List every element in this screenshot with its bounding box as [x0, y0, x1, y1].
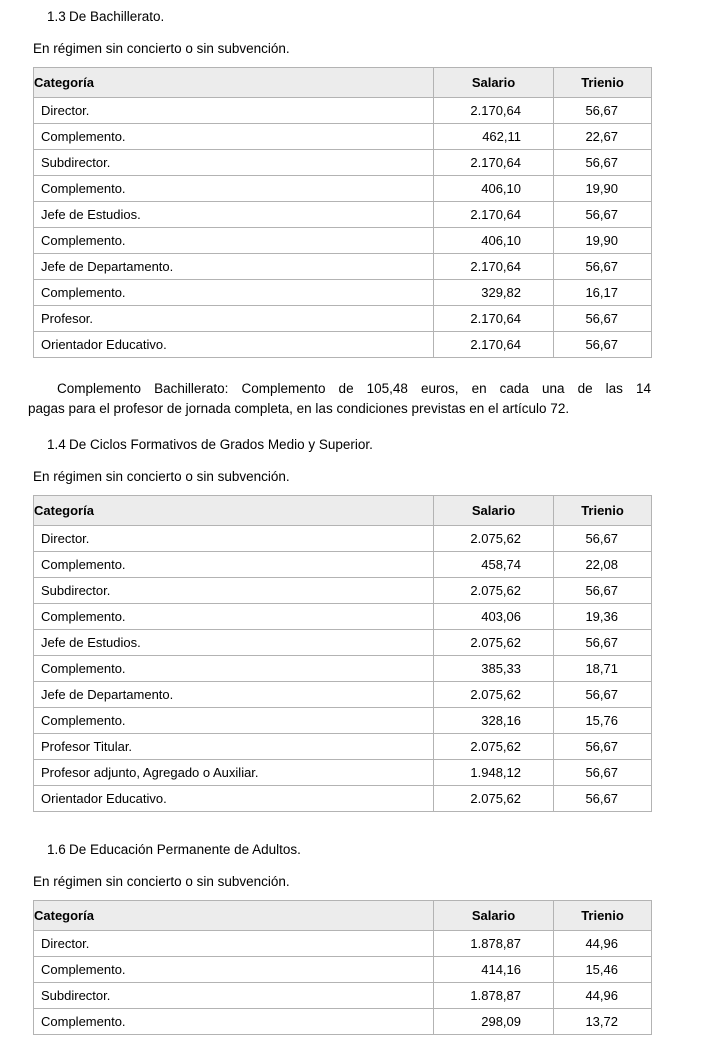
table-header-row: [34, 901, 652, 931]
table-cell: 22,67: [554, 124, 652, 150]
table-cell: Complemento.: [34, 176, 434, 202]
table-row: [34, 682, 652, 708]
column-header: Salario: [434, 496, 554, 526]
table-cell: 385,33: [434, 656, 554, 682]
table-row: [34, 306, 652, 332]
heading-number: 1.3: [47, 9, 66, 24]
table-cell: Director.: [34, 98, 434, 124]
column-header: Trienio: [554, 68, 652, 98]
table-row: [34, 202, 652, 228]
note-line: pagas para el profesor de jornada completa, en las condiciones previstas en el artículo 72.: [28, 401, 570, 416]
table-row: [34, 630, 652, 656]
table-cell: 15,76: [554, 708, 652, 734]
table-cell: 2.075,62: [434, 526, 554, 552]
table-cell: 462,11: [434, 124, 554, 150]
table-cell: 2.170,64: [434, 98, 554, 124]
table-cell: 44,96: [554, 931, 652, 957]
table-row: [34, 150, 652, 176]
table-cell: Director.: [34, 526, 434, 552]
table-cell: 56,67: [554, 98, 652, 124]
table-header-row: [34, 68, 652, 98]
table-cell: Complemento.: [34, 1009, 434, 1035]
table-cell: Complemento.: [34, 552, 434, 578]
section-1-6: [28, 841, 651, 1035]
column-header: Trienio: [554, 901, 652, 931]
table-cell: 56,67: [554, 630, 652, 656]
section-heading: [47, 436, 651, 453]
table-cell: Director.: [34, 931, 434, 957]
table-row: [34, 98, 652, 124]
table-row: [34, 604, 652, 630]
table-cell: 406,10: [434, 176, 554, 202]
table-row: [34, 734, 652, 760]
section-1-4: [28, 436, 651, 812]
table-row: [34, 552, 652, 578]
table-cell: 2.170,64: [434, 150, 554, 176]
salary-table-educacion-adultos: [33, 900, 652, 1035]
table-row: [34, 656, 652, 682]
table-cell: 16,17: [554, 280, 652, 306]
table-row: [34, 578, 652, 604]
table-cell: 19,36: [554, 604, 652, 630]
table-row: [34, 786, 652, 812]
table-cell: 56,67: [554, 760, 652, 786]
table-cell: 44,96: [554, 983, 652, 1009]
table-row: [34, 983, 652, 1009]
table-cell: 403,06: [434, 604, 554, 630]
section-1-3: [28, 8, 651, 419]
table-row: [34, 228, 652, 254]
table-cell: Subdirector.: [34, 150, 434, 176]
table-row: [34, 526, 652, 552]
table-cell: 2.075,62: [434, 734, 554, 760]
table-row: [34, 176, 652, 202]
table-row: [34, 760, 652, 786]
table-cell: Orientador Educativo.: [34, 786, 434, 812]
heading-text: De Educación Permanente de Adultos.: [69, 842, 301, 857]
table-cell: Jefe de Estudios.: [34, 630, 434, 656]
heading-number: 1.4: [47, 437, 66, 452]
table-cell: 56,67: [554, 734, 652, 760]
note-line: Complemento Bachillerato: Complemento de 105,48 euros, en cada una de las 14: [57, 381, 651, 396]
table-cell: 56,67: [554, 332, 652, 358]
table-cell: Jefe de Departamento.: [34, 682, 434, 708]
heading-text: De Bachillerato.: [69, 9, 165, 24]
table-cell: Complemento.: [34, 604, 434, 630]
table-cell: 56,67: [554, 578, 652, 604]
table-cell: 2.170,64: [434, 202, 554, 228]
table-cell: Orientador Educativo.: [34, 332, 434, 358]
table-cell: Jefe de Estudios.: [34, 202, 434, 228]
table-row: [34, 254, 652, 280]
table-row: [34, 332, 652, 358]
table-cell: 19,90: [554, 176, 652, 202]
table-cell: Subdirector.: [34, 578, 434, 604]
table-cell: 22,08: [554, 552, 652, 578]
heading-text: De Ciclos Formativos de Grados Medio y Superior.: [69, 437, 373, 452]
table-cell: 2.170,64: [434, 306, 554, 332]
table-cell: 56,67: [554, 682, 652, 708]
salary-table-ciclos-formativos: [33, 495, 652, 812]
table-cell: 329,82: [434, 280, 554, 306]
note-paragraph: [28, 379, 651, 419]
table-cell: 1.878,87: [434, 931, 554, 957]
column-header: Salario: [434, 68, 554, 98]
table-cell: Profesor adjunto, Agregado o Auxiliar.: [34, 760, 434, 786]
table-cell: 2.075,62: [434, 682, 554, 708]
table-row: [34, 280, 652, 306]
table-cell: Complemento.: [34, 656, 434, 682]
table-row: [34, 708, 652, 734]
table-row: [34, 1009, 652, 1035]
table-cell: 56,67: [554, 150, 652, 176]
table-cell: 458,74: [434, 552, 554, 578]
table-cell: Profesor Titular.: [34, 734, 434, 760]
column-header: Categoría: [34, 68, 434, 98]
table-cell: Complemento.: [34, 228, 434, 254]
section-heading: [47, 8, 651, 25]
table-cell: 298,09: [434, 1009, 554, 1035]
table-cell: 18,71: [554, 656, 652, 682]
table-cell: 56,67: [554, 254, 652, 280]
table-cell: 2.075,62: [434, 578, 554, 604]
table-row: [34, 124, 652, 150]
table-cell: Complemento.: [34, 124, 434, 150]
table-cell: 2.170,64: [434, 332, 554, 358]
table-cell: 328,16: [434, 708, 554, 734]
table-cell: 15,46: [554, 957, 652, 983]
intro-paragraph: En régimen sin concierto o sin subvención.: [33, 874, 290, 889]
table-cell: Complemento.: [34, 708, 434, 734]
table-cell: Jefe de Departamento.: [34, 254, 434, 280]
column-header: Categoría: [34, 901, 434, 931]
table-cell: 56,67: [554, 306, 652, 332]
intro-paragraph: En régimen sin concierto o sin subvención.: [33, 469, 290, 484]
table-cell: 56,67: [554, 202, 652, 228]
column-header: Trienio: [554, 496, 652, 526]
table-cell: 1.948,12: [434, 760, 554, 786]
table-cell: 2.075,62: [434, 630, 554, 656]
section-heading: [47, 841, 651, 858]
table-cell: 2.170,64: [434, 254, 554, 280]
salary-table-bachillerato: [33, 67, 652, 358]
table-cell: 1.878,87: [434, 983, 554, 1009]
table-cell: 2.075,62: [434, 786, 554, 812]
table-cell: 406,10: [434, 228, 554, 254]
table-cell: 13,72: [554, 1009, 652, 1035]
table-cell: Subdirector.: [34, 983, 434, 1009]
table-row: [34, 931, 652, 957]
heading-number: 1.6: [47, 842, 66, 857]
table-header-row: [34, 496, 652, 526]
table-cell: Complemento.: [34, 957, 434, 983]
table-cell: Complemento.: [34, 280, 434, 306]
table-row: [34, 957, 652, 983]
table-cell: 19,90: [554, 228, 652, 254]
table-cell: Profesor.: [34, 306, 434, 332]
table-cell: 56,67: [554, 786, 652, 812]
column-header: Salario: [434, 901, 554, 931]
intro-paragraph: En régimen sin concierto o sin subvención.: [33, 41, 290, 56]
column-header: Categoría: [34, 496, 434, 526]
table-cell: 414,16: [434, 957, 554, 983]
table-cell: 56,67: [554, 526, 652, 552]
